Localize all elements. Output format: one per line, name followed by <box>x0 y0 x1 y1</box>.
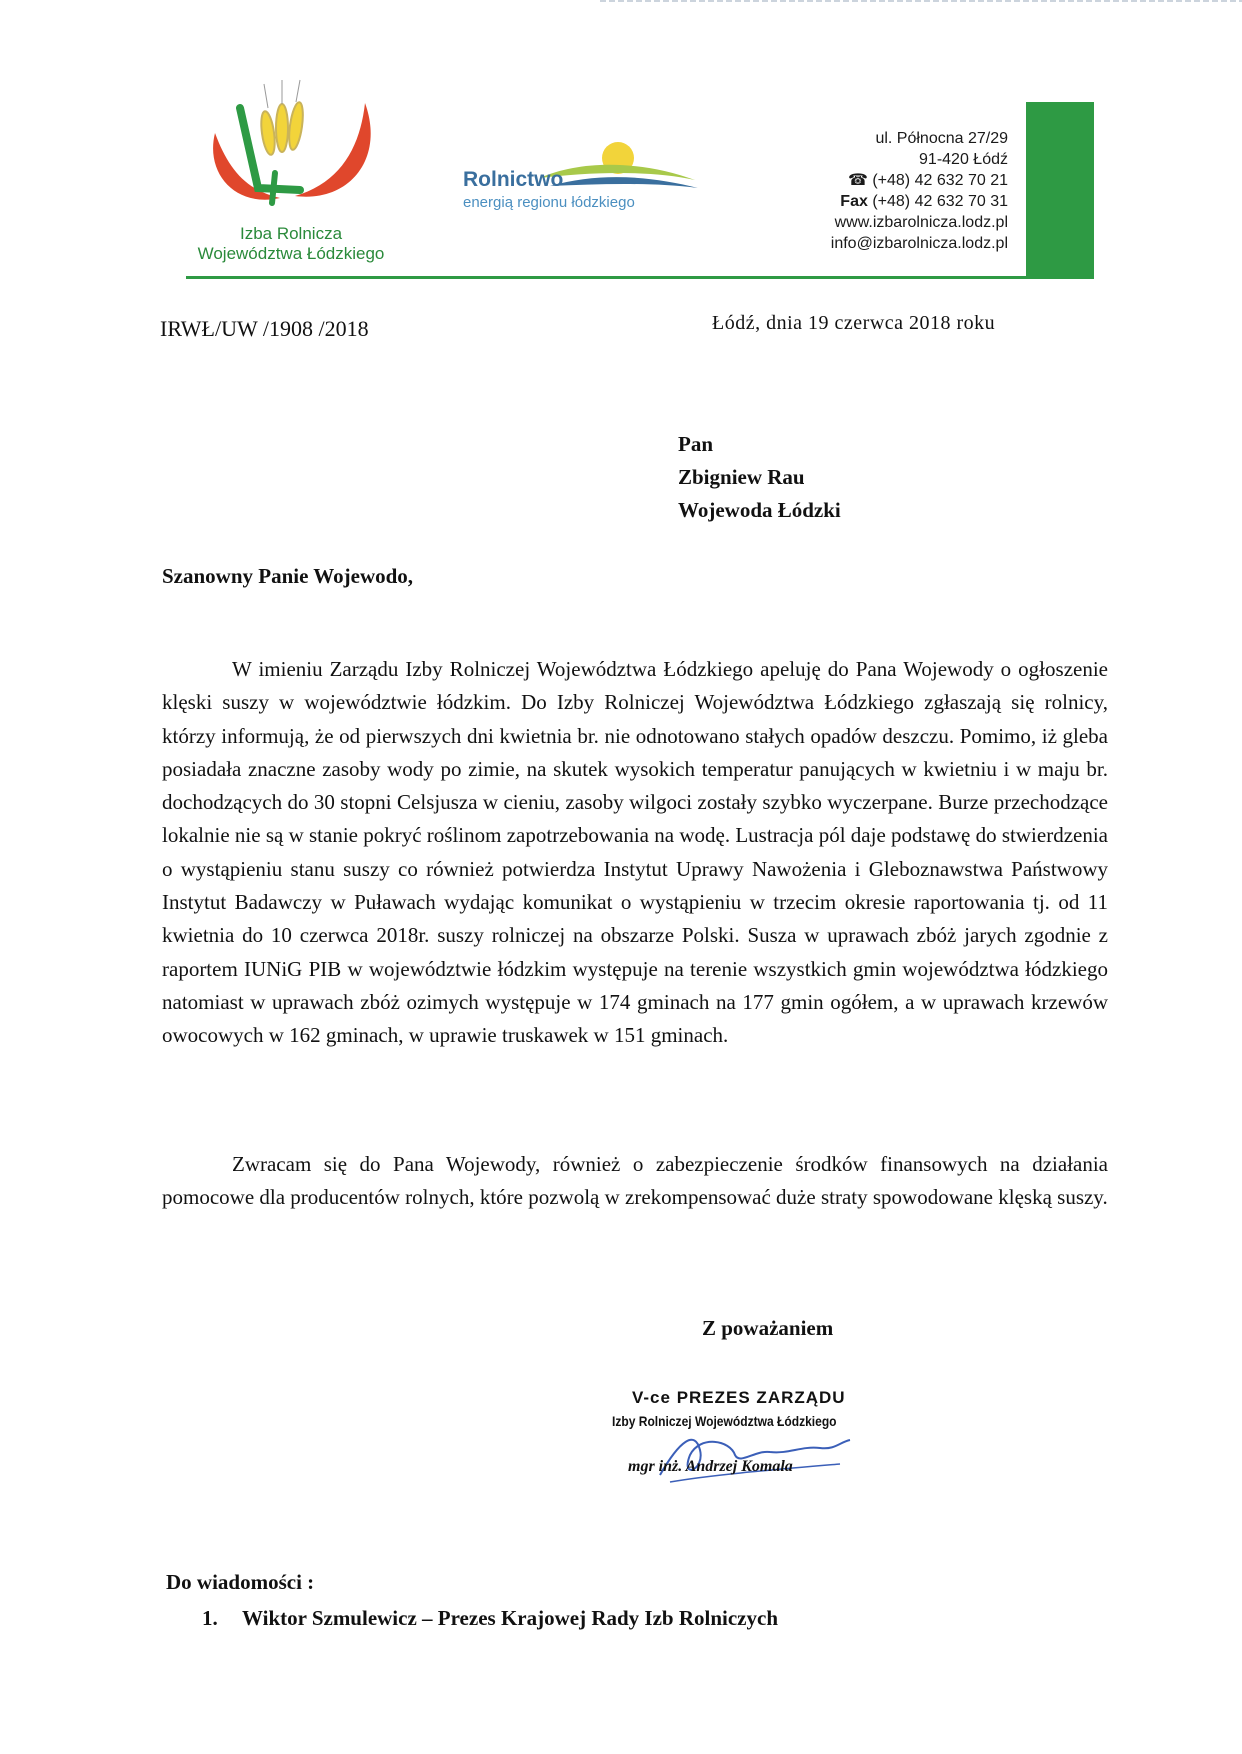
salutation: Szanowny Panie Wojewodo, <box>162 564 414 588</box>
campaign-subtitle: energią regionu łódzkiego <box>463 194 635 211</box>
org-name-line1: Izba Rolnicza <box>239 224 343 243</box>
body-paragraph-1: W imieniu Zarządu Izby Rolniczej Województwa Łódzkiego apeluję do Pana Wojewody o ogłoszenie klęski suszy w województwie łódzkim. Do Izby Rolniczej Województwa Łódzkiego zgłaszają się rolnicy, którzy informują, że od pierwszych dni kwietnia br. nie odnotowano stałych opadów deszczu. Pomimo, iż gleba posiadała znaczne zasoby wody po zimie, na skutek wysokich temperatur panujących w kwietniu i w maju br. dochodzących do 30 stopni Celsjusza w cieniu, zasoby wilgoci zostały szybko wyczerpane. Burze przechodzące lokalnie nie są w stanie pokryć roślinom zapotrzebowania na wodę. Lustracja pól daje podstawę do stwierdzenia o wystąpieniu stanu suszy co również potwierdza Instytut Uprawy Nawożenia i Gleboznawstwa Państwowy Instytut Badawczy w Puławach wydając komunikat o wystąpieniu w trzecim okresie raportowania tj. od 11 kwietnia do 10 czerwca 2018r. suszy rolniczej na obszarze Polski. Susza w uprawach zbóż jarych zgodnie z raportem IUNiG PIB w województwie łódzkim występuje na terenie wszystkich gmin województwa łódzkiego natomiast w uprawach zbóż ozimych występuje w 174 gminach na 177 gmin ogółem, a w uprawach krzewów owocowych w 162 gminach, w uprawie truskawek w 151 gminach. <box>162 657 1108 1048</box>
body-paragraph-2: Zwracam się do Pana Wojewody, również o zabezpieczenie środków finansowych na działania pomocowe dla producentów rolnych, które pozwolą w zrekompensować duże straty spowodowane klęską suszy. <box>162 1152 1108 1210</box>
campaign-title: Rolnictwo <box>463 168 564 191</box>
signature-organization: Izby Rolniczej Województwa Łódzkiego <box>612 1413 837 1429</box>
contact-block <box>760 128 1008 254</box>
contact-fax-row <box>760 191 1008 212</box>
header-green-bar <box>1026 102 1094 278</box>
addressee-line1: Pan <box>678 432 714 456</box>
izba-rolnicza-logo-icon <box>200 78 390 238</box>
letter-reference: IRWŁ/UW /1908 /2018 <box>160 316 369 341</box>
addressee-line2: Zbigniew Rau <box>678 465 805 489</box>
cc-label: Do wiadomości : <box>166 1570 315 1594</box>
phone-icon: ☎ <box>847 172 873 189</box>
contact-fax: (+48) 42 632 70 31 <box>872 193 1008 210</box>
signature-title: V-ce PREZES ZARZĄDU <box>632 1388 846 1407</box>
contact-website: www.izbarolnicza.lodz.pl <box>834 214 1008 231</box>
scan-artifact-line <box>0 0 1242 2</box>
org-name-line2: Województwa Łódzkiego <box>197 244 385 263</box>
header-divider <box>186 276 1094 279</box>
contact-phone: (+48) 42 632 70 21 <box>872 172 1008 189</box>
cc-list <box>202 1606 778 1631</box>
contact-city: 91-420 Łódź <box>919 151 1008 168</box>
handwritten-signature-icon <box>640 1420 860 1490</box>
cc-item-number: 1. <box>202 1606 218 1630</box>
izba-rolnicza-name <box>176 224 406 264</box>
contact-phone-row <box>760 170 1008 191</box>
addressee-line3: Wojewoda Łódzki <box>678 498 841 522</box>
addressee-block <box>678 428 841 527</box>
contact-email: info@izbarolnicza.lodz.pl <box>830 235 1008 252</box>
signature-name: mgr inż. Andrzej Komala <box>628 1458 793 1475</box>
contact-street: ul. Północna 27/29 <box>875 130 1008 147</box>
closing: Z poważaniem <box>702 1316 834 1340</box>
contact-fax-label: Fax <box>840 193 868 210</box>
list-item <box>202 1606 778 1631</box>
letter-date: Łódź, dnia 19 czerwca 2018 roku <box>712 312 996 334</box>
cc-item-text: Wiktor Szmulewicz – Prezes Krajowej Rady Izb Rolniczych <box>242 1606 778 1630</box>
